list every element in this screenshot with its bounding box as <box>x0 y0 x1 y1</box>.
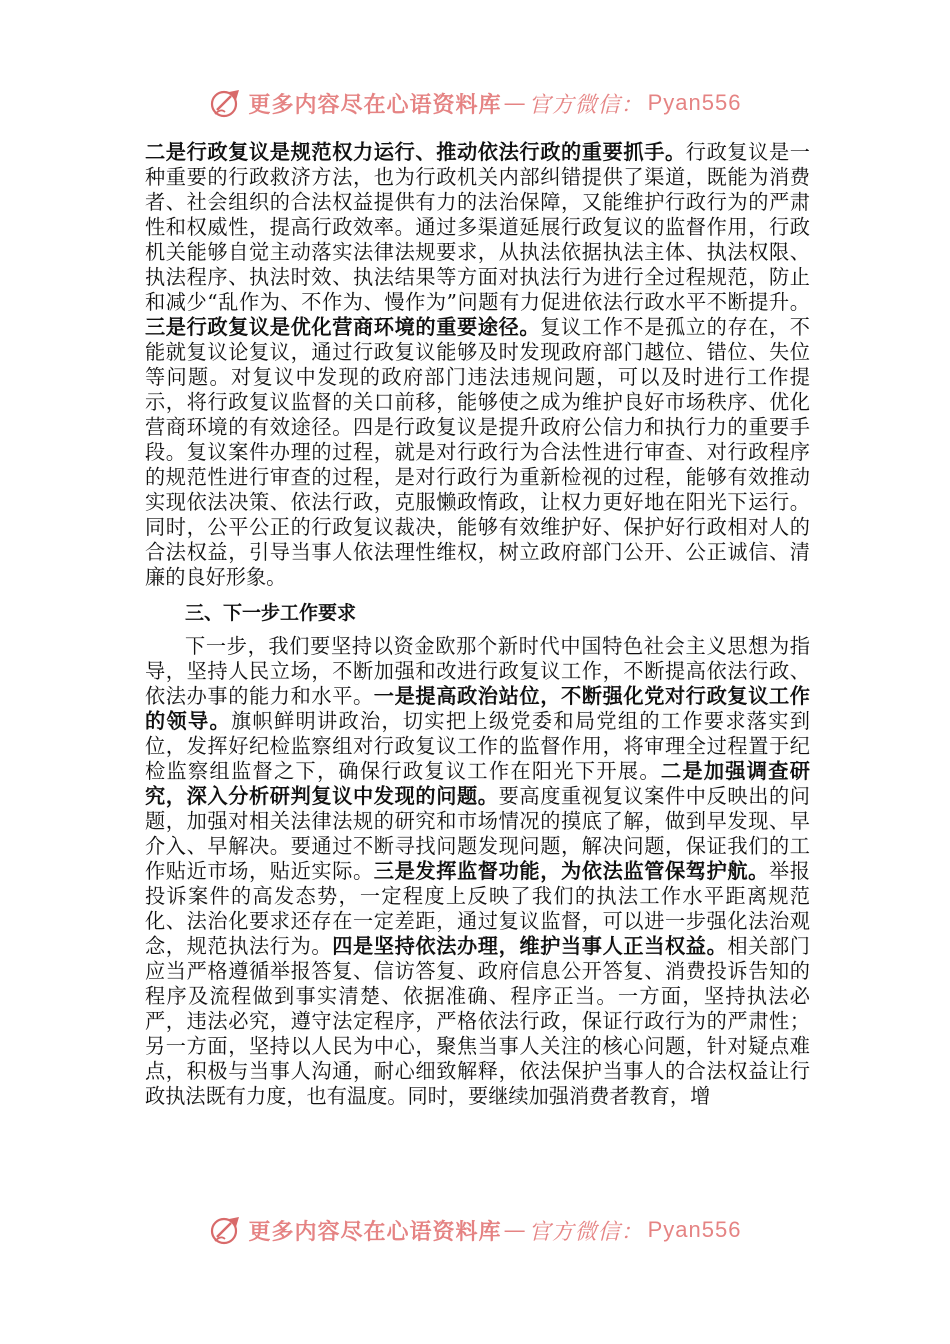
watermark-brand: 更多内容尽在心语资料库 <box>248 91 502 118</box>
bold-lead-2: 三是行政复议是优化营商环境的重要途径。 <box>145 315 541 339</box>
bold-point-2: 二是加强调查研究，深入分析研判复议中发现的问题。 <box>145 759 810 808</box>
document-body <box>145 140 810 1109</box>
paragraph-2-text-3: 要高度重视复议案件中反映出的问题，加强对相关法律法规的研究和市场情况的摸底了解，做到早发现、早介入、早解决。要通过不断寻找问题发现问题，解决问题，保证我们的工作贴近市场，贴近实际。 <box>145 784 810 883</box>
paragraph-2 <box>145 634 810 1109</box>
watermark-header <box>0 83 950 123</box>
pen-logo-icon <box>209 86 243 120</box>
paragraph-1-text-2: 复议工作不是孤立的存在，不能就复议论复议，通过行政复议能够及时发现政府部门越位、错位、失位等问题。对复议中发现的政府部门违法违规问题，可以及时进行工作提示，将行政复议监督的关口前移，能够使之成为维护良好市场秩序、优化营商环境的有效途径。四是行政复议是提升政府公信力和执行力的重要手段。复议案件办理的过程，就是对行政行为合法性进行审查、对行政程序的规范性进行审查的过程，是对行政行为重新检视的过程，能够有效推动实现依法决策、依法行政，克服懒政惰政，让权力更好地在阳光下运行。同时，公平公正的行政复议裁决，能够有效维护好、保护好行政相对人的合法权益，引导当事人依法理性维权，树立政府部门公开、公正诚信、清廉的良好形象。 <box>145 315 810 589</box>
paragraph-2-text-1: 下一步，我们要坚持以资金欧那个新时代中国特色社会主义思想为指导，坚持人民立场，不断加强和改进行政复议工作，不断提高依法行政、依法办事的能力和水平。 <box>145 634 810 708</box>
paragraph-2-text-2: 旗帜鲜明讲政治，切实把上级党委和局党组的工作要求落实到位，发挥好纪检监察组对行政复议工作的监督作用，将审理全过程置于纪检监察组监督之下，确保行政复议工作在阳光下开展。 <box>145 709 810 783</box>
bold-point-4: 四是坚持依法办理，维护当事人正当权益。 <box>332 934 728 958</box>
paragraph-2-text-4: 举报投诉案件的高发态势，一定程度上反映了我们的执法工作水平距离规范化、法治化要求还存在一定差距，通过复议监督，可以进一步强化法治观念，规范执法行为。 <box>145 859 810 958</box>
watermark-footer <box>0 1210 950 1250</box>
watermark-weixin-label: 官方微信： <box>528 92 644 118</box>
watermark-weixin-label: 官方微信： <box>528 1219 644 1245</box>
paragraph-2-text-5: 相关部门应当严格遵循举报答复、信访答复、政府信息公开答复、消费投诉告知的程序及流程做到事实清楚、依据准确、程序正当。一方面，坚持执法必严，违法必究，遵守法定程序，严格依法行政，保证行政行为的严肃性；另一方面，坚持以人民为中心，聚焦当事人关注的核心问题，针对疑点难点，积极与当事人沟通，耐心细致解释，依法保护当事人的合法权益让行政执法既有力度，也有温度。同时，要继续加强消费者教育，增 <box>145 934 810 1108</box>
paragraph-1-text-1: 行政复议是一种重要的行政救济方法，也为行政机关内部纠错提供了渠道，既能为消费者、社会组织的合法权益提供有力的法治保障，又能维护行政行为的严肃性和权威性，提高行政效率。通过多渠道延展行政复议的监督作用，行政机关能够自觉主动落实法律法规要求，从执法依据执法主体、执法权限、执法程序、执法时效、执法结果等方面对执法行为进行全过程规范，防止和减少“乱作为、不作为、慢作为”问题有力促进依法行政水平不断提升。 <box>145 140 810 314</box>
watermark-dash: — <box>503 1217 527 1243</box>
watermark-weixin-id: Pyan556 <box>647 90 742 115</box>
watermark-brand: 更多内容尽在心语资料库 <box>248 1218 502 1245</box>
pen-logo-icon <box>209 1213 243 1247</box>
bold-lead-1: 二是行政复议是规范权力运行、推动依法行政的重要抓手。 <box>145 140 686 164</box>
bold-point-1: 一是提高政治站位，不断强化党对行政复议工作的领导。 <box>145 684 810 733</box>
watermark-weixin-id: Pyan556 <box>647 1217 742 1242</box>
paragraph-1 <box>145 140 810 590</box>
section-heading: 三、下一步工作要求 <box>185 602 357 624</box>
watermark-dash: — <box>503 90 527 116</box>
bold-point-3: 三是发挥监督功能，为依法监管保驾护航。 <box>373 859 769 883</box>
